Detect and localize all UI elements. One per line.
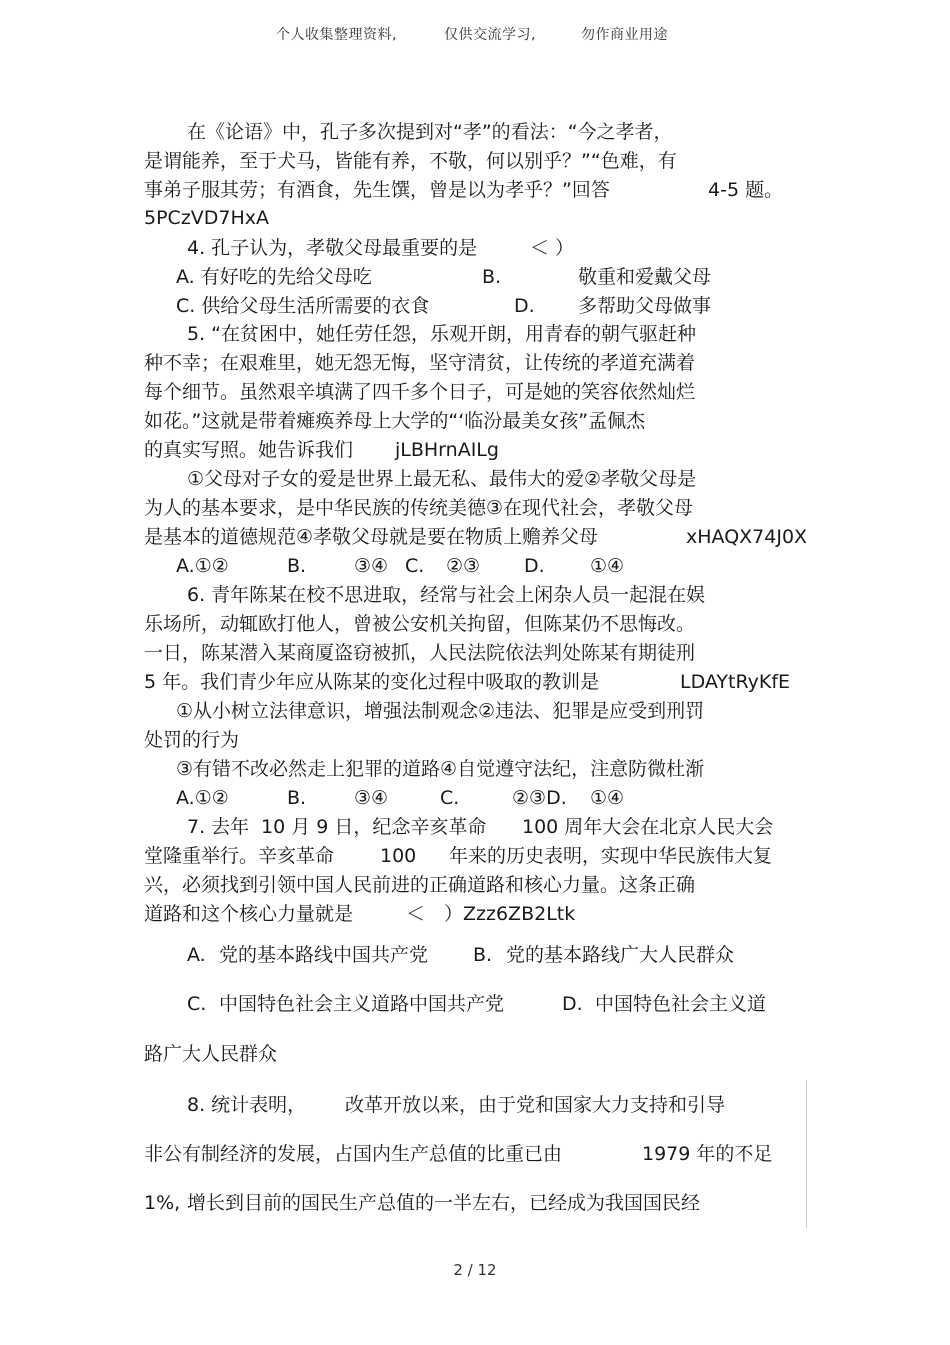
header-part-3: 勿作商业用途 <box>581 27 668 43</box>
header-part-1: 个人收集整理资料, <box>276 27 397 43</box>
page-number: 2 / 12 <box>453 1261 497 1279</box>
margin-rule <box>806 1080 807 1228</box>
header-part-2: 仅供交流学习, <box>444 27 536 43</box>
